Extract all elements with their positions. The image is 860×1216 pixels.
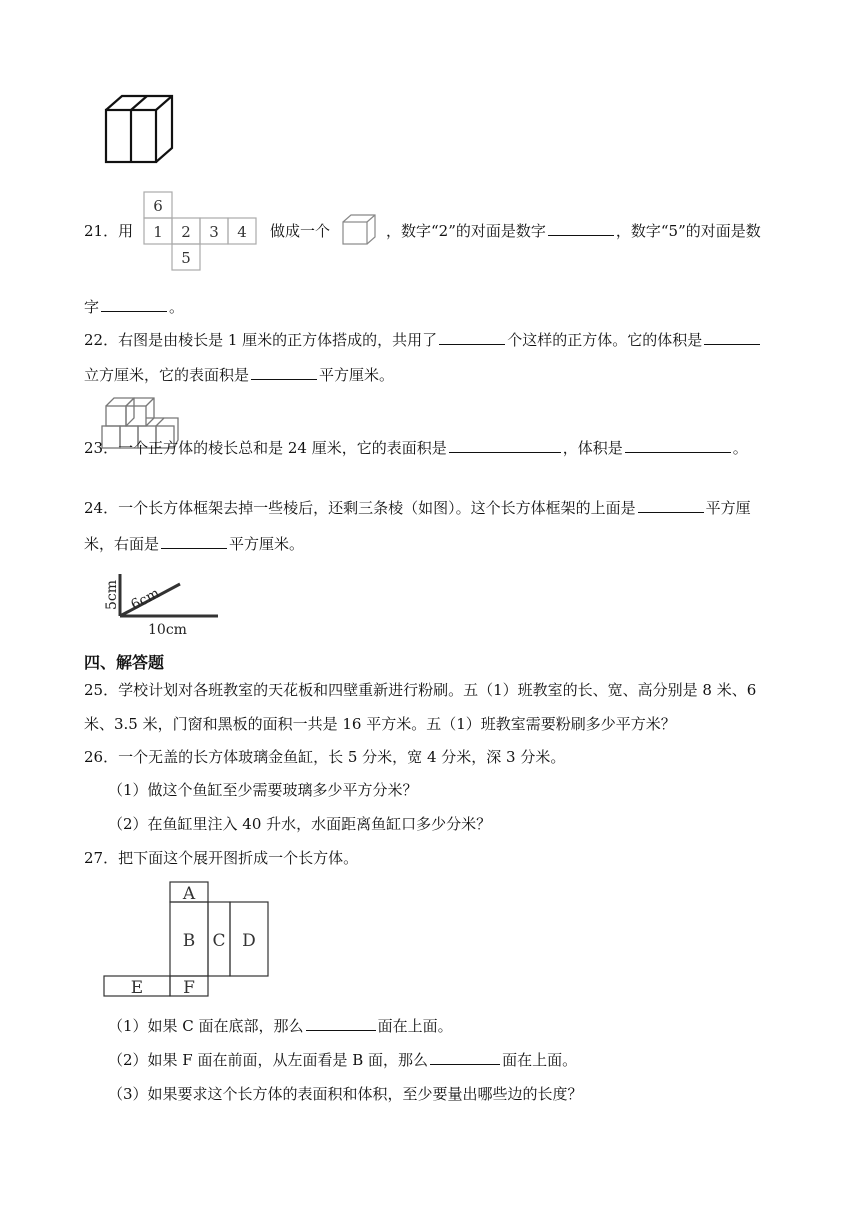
question-26: 26．一个无盖的长方体玻璃金鱼缸，长 5 分米，宽 4 分米，深 3 分米。 [84,748,566,766]
edge-label-6cm: 6cm [128,585,163,614]
answer-blank[interactable] [161,534,227,549]
net-label-1: 1 [153,223,163,241]
answer-blank[interactable] [306,1016,376,1031]
question-27-part-1: （1）如果 C 面在底部，那么 面在上面。 [108,1017,453,1035]
question-21-cont: 字 。 [84,298,185,316]
net-label-6: 6 [153,197,163,215]
answer-blank[interactable] [638,498,704,513]
small-cube-icon [340,213,378,247]
question-23: 23．一个正方体的棱长总和是 24 厘米，它的表面积是 ，体积是 。 [84,439,748,457]
answer-blank[interactable] [430,1050,500,1065]
question-22: 22．右图是由棱长是 1 厘米的正方体搭成的，共用了 个这样的正方体。它的体积是 [84,330,762,350]
edge-label-5cm: 5cm [104,579,120,610]
question-26-part-1: （1）做这个鱼缸至少需要玻璃多少平方分米？ [108,781,418,799]
net-face-A: A [182,884,196,904]
question-22-cont: 立方厘米，它的表面积是 平方厘米。 [84,366,395,384]
net-label-2: 2 [181,223,191,241]
net-label-3: 3 [209,223,219,241]
question-21-rest: ，数字“2”的对面是数字 ，数字“5”的对面是数 [386,222,761,240]
cube-net-figure [140,188,258,272]
net-face-D: D [242,931,256,951]
question-27: 27．把下面这个展开图折成一个长方体。 [84,849,359,867]
cuboid-net-figure [102,880,278,998]
question-24: 24．一个长方体框架去掉一些棱后，还剩三条棱（如图）。这个长方体框架的上面是 平方厘 [84,499,751,517]
net-face-F: F [183,978,195,998]
answer-blank[interactable] [449,438,561,453]
question-24-cont: 米，右面是 平方厘米。 [84,535,305,553]
question-21: 21．用 [84,222,134,240]
question-25-cont: 米、3.5 米，门窗和黑板的面积一共是 16 平方米。五（1）班教室需要粉刷多少平方米？ [84,715,676,733]
answer-blank[interactable] [101,297,167,312]
cuboid-edges-figure [104,572,224,638]
net-face-C: C [212,931,226,951]
answer-blank[interactable] [625,438,731,453]
net-face-E: E [130,978,144,998]
question-25: 25．学校计划对各班教室的天花板和四壁重新进行粉刷。五（1）班教室的长、宽、高分别是 8 米、6 [84,681,757,699]
answer-blank[interactable] [548,221,614,236]
answer-blank[interactable] [439,330,505,345]
edge-label-10cm: 10cm [148,622,187,638]
question-27-part-2: （2）如果 F 面在前面，从左面看是 B 面，那么 面在上面。 [108,1051,578,1069]
net-label-4: 4 [237,223,247,241]
section-title: 四、解答题 [84,653,165,672]
cuboid-figure [100,92,180,168]
net-face-B: B [182,931,196,951]
answer-blank[interactable] [251,365,317,380]
answer-blank[interactable] [704,330,760,345]
net-label-5: 5 [181,249,191,267]
question-21-make: 做成一个 [270,222,331,240]
question-26-part-2: （2）在鱼缸里注入 40 升水，水面距离鱼缸口多少分米？ [108,815,492,833]
question-27-part-3: （3）如果要求这个长方体的表面积和体积，至少要量出哪些边的长度？ [108,1085,583,1103]
